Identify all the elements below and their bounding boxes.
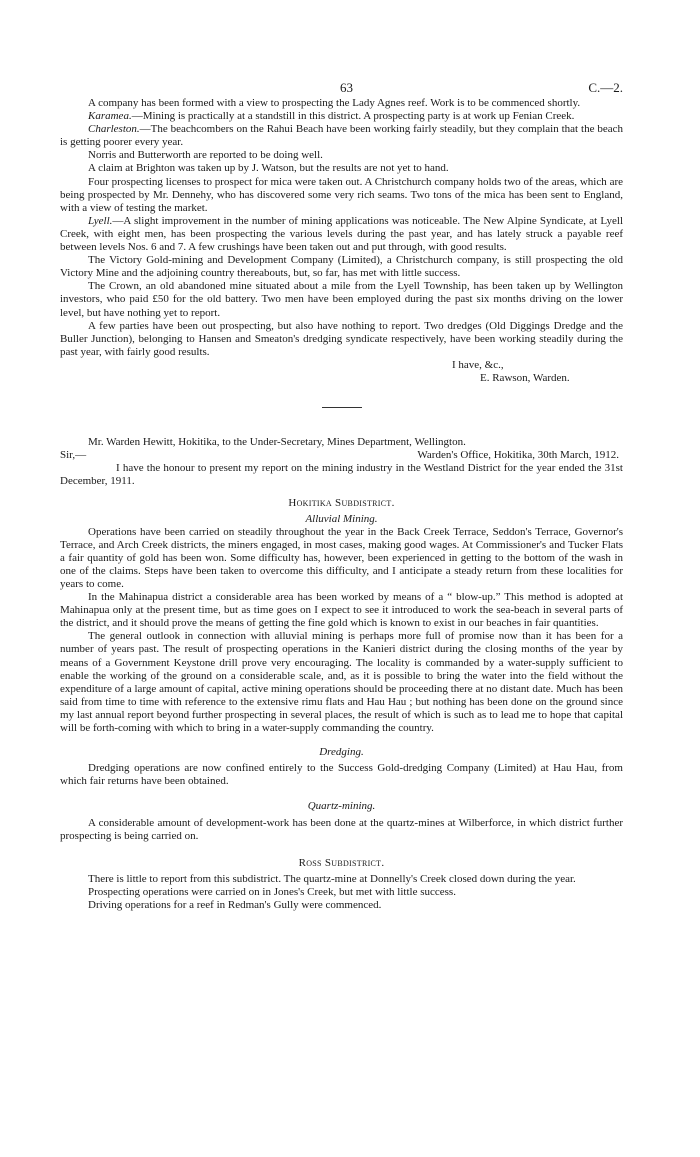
- letter-address: [60, 436, 623, 462]
- salutation-line: [60, 449, 623, 462]
- page-reference: C.—2.: [588, 80, 623, 95]
- signature-block: [60, 359, 623, 385]
- subsection-heading: Quartz-mining.: [307, 800, 376, 813]
- place-name: Karamea.: [88, 110, 132, 123]
- paragraph: A considerable amount of development-work has been done at the quartz-mines at Wilberforce, in which district further prospecting is being carried on.: [60, 816, 623, 842]
- section-heading: Ross Subdistrict.: [298, 856, 385, 869]
- paragraph-karamea: [60, 110, 623, 123]
- paragraph: The general outlook in connection with alluvial mining is perhaps more full of promise now than it has been for a number of years past. The result of prospecting operations in the Kanieri district during the closing months of the year by means of a Government Keystone drill prove very encouraging. The locality is commanded by a water-supply sufficient to enable the working of the ground on a considerable scale, and, as it is possible to bring the water into the field without the expenditure of a large amount of capital, active mining operations should be proceeding there at no distant date. Much has been said from time to time with reference to the extensive rimu flats and Hau Hau ; but nothing has been done on the ground since my last annual report beyond further prospecting in several places, the result of which is such as to lead me to hope that capital will be forth-coming with which to bring in a water-supply commanding the country.: [60, 630, 623, 735]
- office-dateline: Warden's Office, Hokitika, 30th March, 1912.: [417, 449, 619, 462]
- subsection-heading: Alluvial Mining.: [305, 512, 378, 525]
- paragraph: Norris and Butterworth are reported to be doing well.: [88, 149, 323, 162]
- paragraph: There is little to report from this subdistrict. The quartz-mine at Donnelly's Creek closed down during the year.: [88, 872, 576, 885]
- paragraph: A company has been formed with a view to prospecting the Lady Agnes reef. Work is to be commenced shortly.: [88, 97, 581, 109]
- paragraph: The Victory Gold-mining and Development Company (Limited), a Christchurch company, is still prospecting the old Victory Mine and the adjoining country thereabouts, but, so far, has met with little success.: [60, 254, 623, 280]
- paragraph-lyell: [60, 215, 623, 254]
- paragraph: Driving operations for a reef in Redman's Gully were commenced.: [88, 898, 382, 911]
- paragraph-text: —A slight improvement in the number of mining applications was noticeable. The New Alpine Syndicate, at Lyell Creek, with eight men, has been prospecting the various levels during the past year, and has lately struck a payable reef between levels Nos. 6 and 7. A few crushings have been taken out and put through, with good results.: [60, 214, 623, 254]
- address-line: Mr. Warden Hewitt, Hokitika, to the Under-Secretary, Mines Department, Wellington.: [88, 436, 466, 449]
- paragraph: A claim at Brighton was taken up by J. Watson, but the results are not yet to hand.: [88, 162, 449, 175]
- paragraph: Dredging operations are now confined entirely to the Success Gold-dredging Company (Limited) at Hau Hau, from which fair returns have been obtained.: [60, 762, 623, 788]
- subsection-heading: Dredging.: [319, 746, 364, 759]
- place-name: Lyell.: [88, 214, 113, 227]
- sign-off: I have, &c.,: [452, 358, 504, 371]
- document-body: [60, 97, 623, 912]
- paragraph: The Crown, an old abandoned mine situated about a mile from the Lyell Township, has been taken up by Wellington investors, who paid £50 for the old battery. Two men have been employed during the past six months driving on the lower level, but have nothing yet to report.: [60, 280, 623, 319]
- intro-paragraph: I have the honour to present my report on the mining industry in the Westland District for the year ended the 31st December, 1911.: [60, 462, 623, 488]
- signature: E. Rawson, Warden.: [480, 371, 570, 384]
- paragraph: Operations have been carried on steadily throughout the year in the Back Creek Terrace, Seddon's Terrace, Governor's Terrace, and Arch Creek districts, the miners engaged, in most cases, making good wages. At Commissioner's and Tucker Flats a fair quantity of gold has been won. Some difficulty has, however, been experienced in getting to the bottom of the wash in one of the claims. Steps have been taken to overcome this difficulty, and I anticipate a steady return from these localities for years to come.: [60, 525, 623, 590]
- paragraph-charleston: [60, 123, 623, 149]
- paragraph-text: —Mining is practically at a standstill in this district. A prospecting party is at work up Fenian Creek.: [131, 110, 575, 123]
- page-header: [0, 80, 700, 96]
- section-heading: Hokitika Subdistrict.: [288, 497, 395, 510]
- paragraph: A few parties have been out prospecting, but also have nothing to report. Two dredges (Old Diggings Dredge and the Buller Junction), belonging to Hansen and Smeaton's dredging syndicate respectively, have been working steadily during the past year, with fairly good results.: [60, 319, 623, 358]
- salutation: Sir,—: [60, 449, 87, 462]
- section-divider: [322, 407, 362, 408]
- place-name: Charleston.: [88, 123, 140, 136]
- paragraph: In the Mahinapua district a considerable area has been worked by means of a “ blow-up.” This method is adopted at Mahinapua only at the present time, but as time goes on I expect to see it introduced to work the sea-beach in several parts of the district, and it should prove the means of getting the fine gold which is known to exist in our beaches in fair quantities.: [60, 591, 623, 630]
- paragraph: Four prospecting licenses to prospect for mica were taken out. A Christchurch company holds two of the areas, which are being prospected by Mr. Dennehy, who has discovered some very rich seams. Two tons of the mica has been sent to England, with a view of testing the market.: [60, 175, 623, 214]
- paragraph: Prospecting operations were carried on in Jones's Creek, but met with little success.: [88, 885, 456, 898]
- page-number: 63: [340, 80, 353, 95]
- paragraph-text: —The beachcombers on the Rahui Beach have been working fairly steadily, but they complain that the beach is getting poorer every year.: [60, 123, 623, 149]
